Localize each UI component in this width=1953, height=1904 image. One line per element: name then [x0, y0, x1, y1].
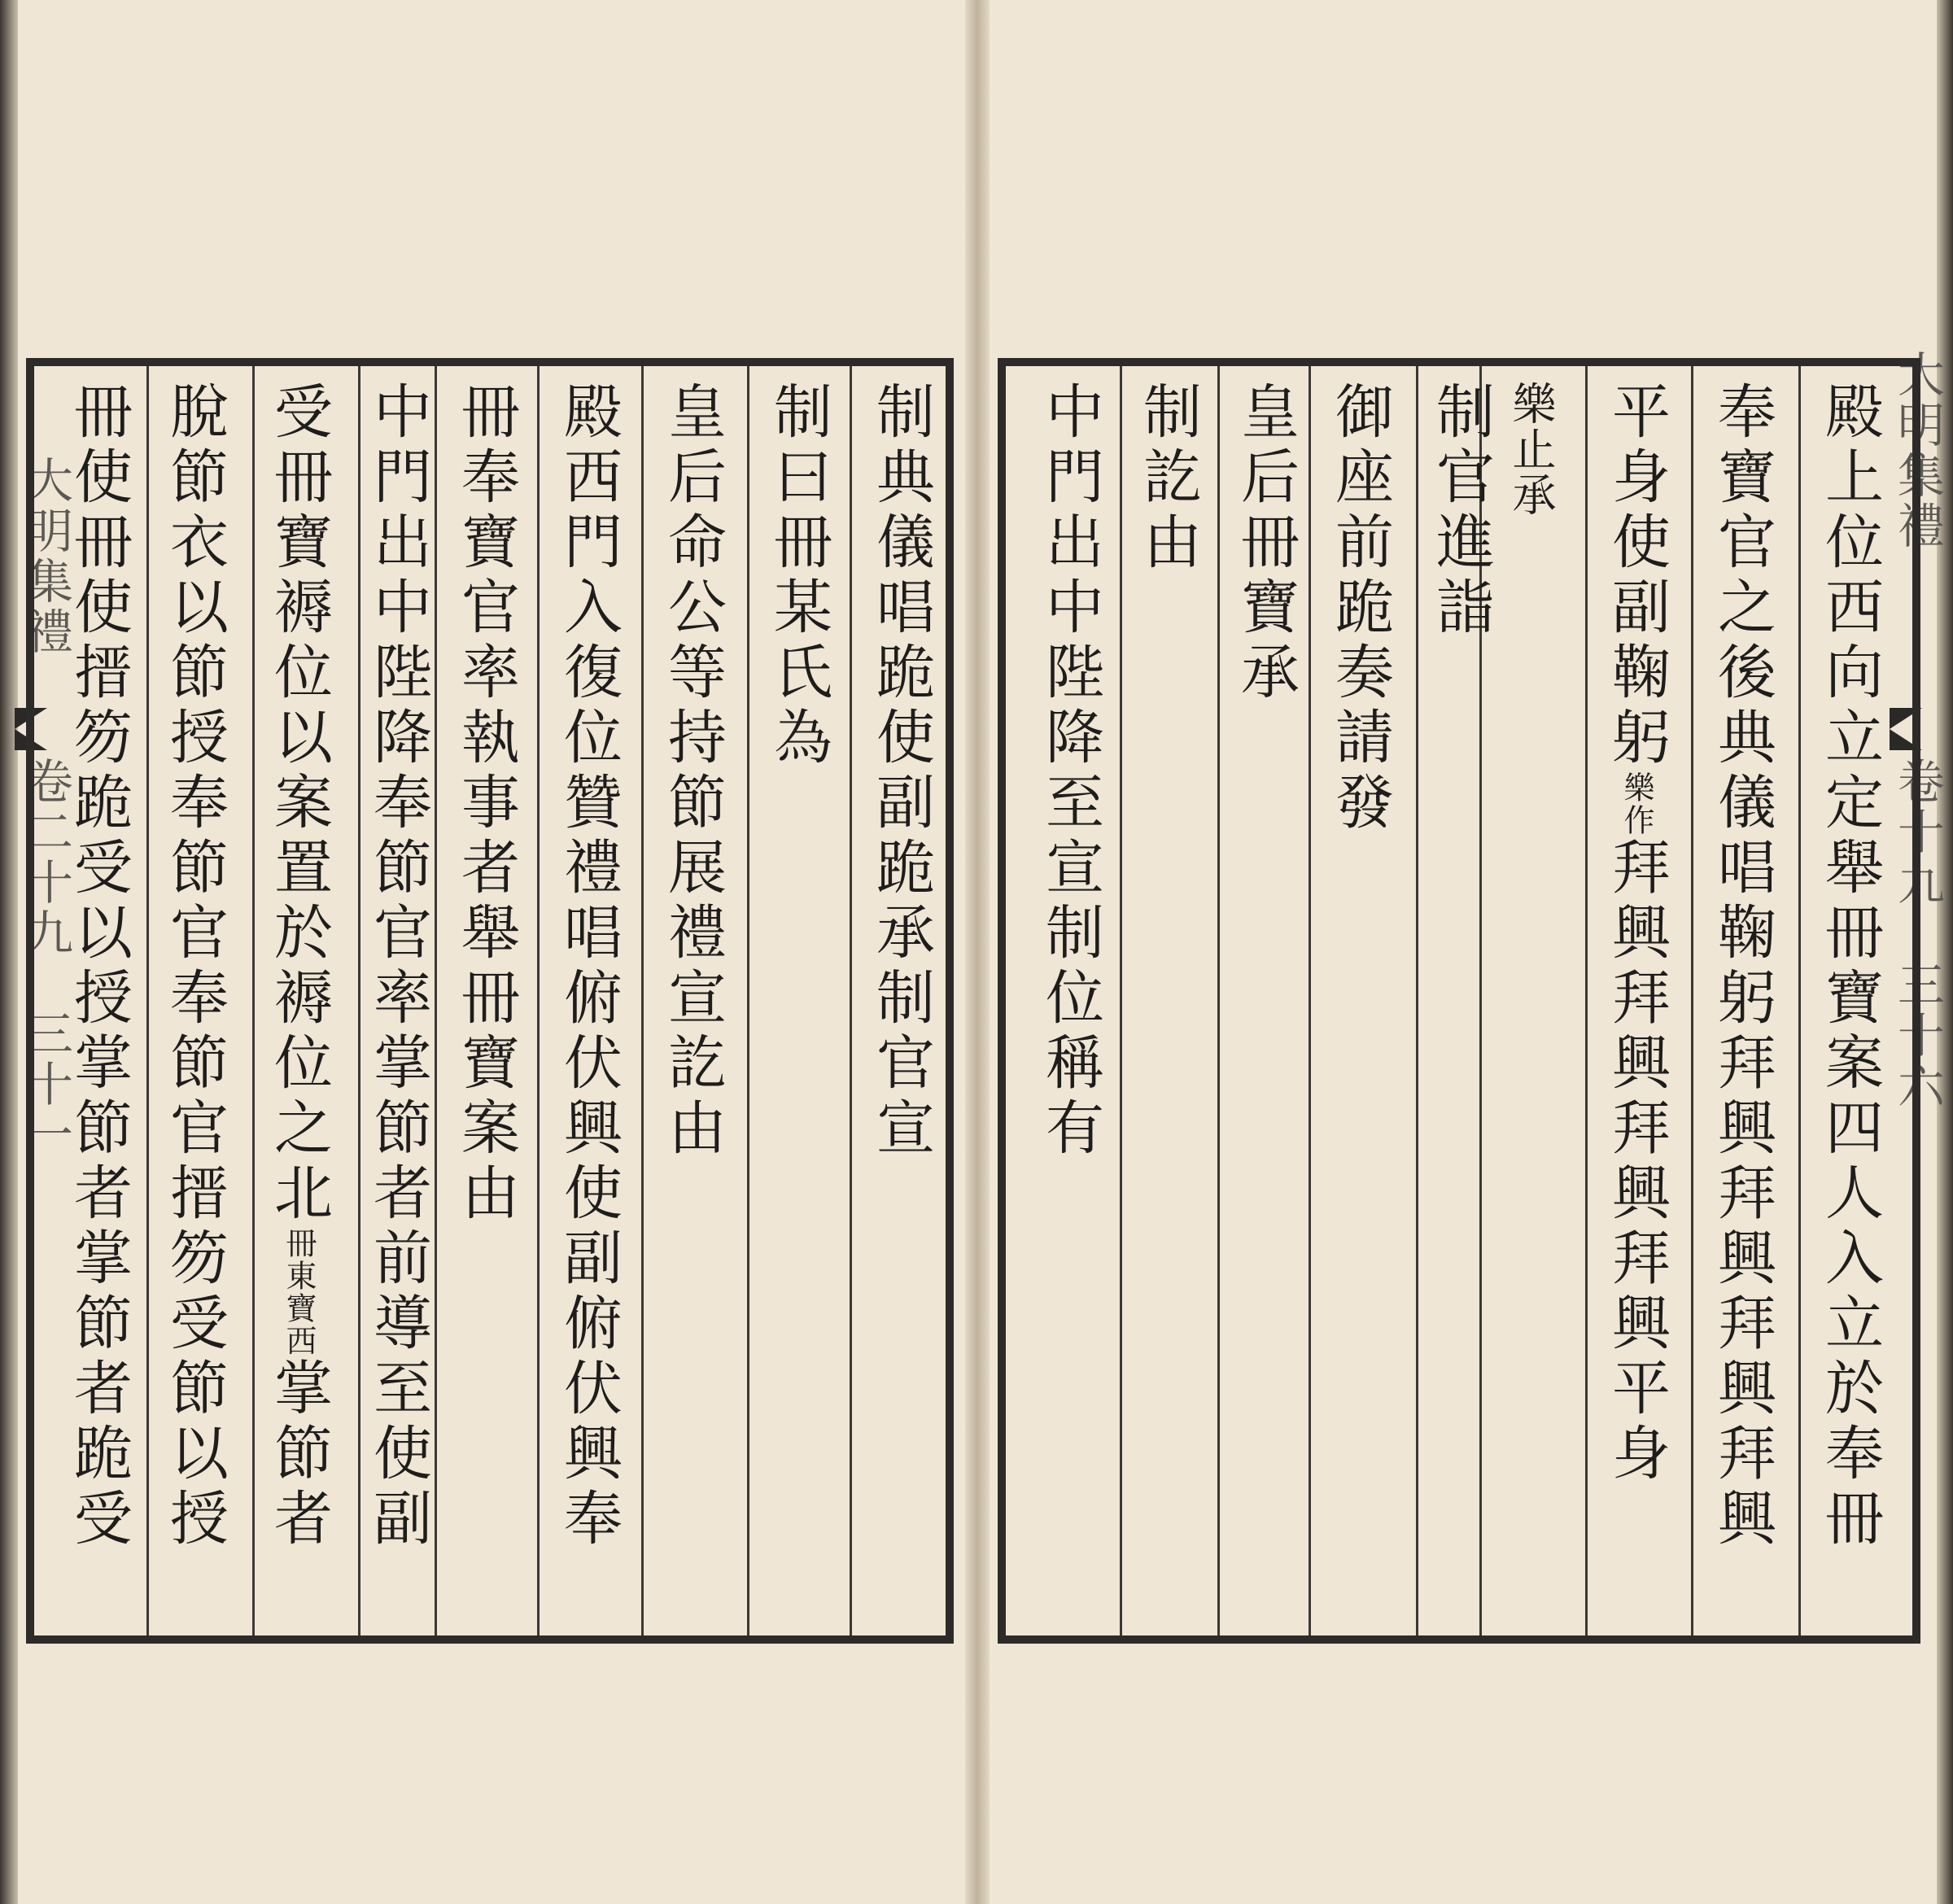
left-column-6: 中門出中陛降奉節官率掌節者前導至使副: [364, 381, 432, 1552]
column-main-text-after: 拜興拜興拜興拜興平身: [1602, 836, 1671, 1487]
right-margin-page: 三十六: [1890, 960, 1945, 1111]
column-rule: [1120, 366, 1122, 1635]
column-rule: [1691, 366, 1693, 1635]
left-column-5: 冊奉寶官率執事者舉冊寶案由: [452, 381, 520, 1227]
left-column-9: 冊使冊使搢笏跪受以授掌節者掌節者跪受: [64, 381, 133, 1552]
left-column-7: [259, 376, 339, 1629]
right-margin-title: 大明集禮: [1890, 350, 1945, 552]
column-rule: [1798, 366, 1801, 1635]
column-rule: [146, 366, 149, 1635]
column-main-text: 受冊寶褥位以案置於褥位之北: [264, 381, 333, 1227]
book-gutter: [965, 0, 990, 1904]
left-margin-page: 三十一: [18, 1009, 73, 1160]
column-rule: [1416, 366, 1418, 1635]
column-rule: [641, 366, 644, 1635]
book-edge-right: [1937, 0, 1953, 1904]
right-column-8: 制訖由: [1134, 381, 1202, 576]
column-rule: [1217, 366, 1220, 1635]
interlinear-note: 冊東寶西: [281, 1227, 317, 1357]
left-column-8: 脫節衣以節授奉節官奉節官搢笏受節以授: [160, 381, 229, 1552]
column-rule: [850, 366, 852, 1635]
left-margin-volume: 卷二十九: [18, 757, 73, 959]
right-column-2: 奉寶官之後典儀唱鞠躬拜興拜興拜興拜興: [1708, 381, 1776, 1552]
right-column-6: 御座前跪奏請發: [1326, 381, 1394, 836]
left-column-1: 制典儀唱跪使副跪承制官宣: [867, 381, 935, 1162]
left-column-4: 殿西門入復位贊禮唱俯伏興使副俯伏興奉: [554, 381, 623, 1552]
right-column-4: [1491, 376, 1571, 1629]
interlinear-note: 樂作: [1619, 771, 1654, 836]
column-rule: [252, 366, 255, 1635]
right-column-5: 制官進詣: [1427, 381, 1495, 641]
right-column-3: [1597, 376, 1676, 1629]
column-rule: [1309, 366, 1311, 1635]
right-column-1: 殿上位西向立定舉冊寶案四人入立於奉冊: [1815, 381, 1884, 1552]
column-main-text: 樂止承: [1505, 381, 1557, 517]
column-rule: [747, 366, 749, 1635]
right-margin-volume: 卷十九: [1890, 757, 1945, 908]
right-column-9: 中門出中陛降至宣制位稱有: [1036, 381, 1104, 1162]
left-column-3: 皇后命公等持節展禮宣訖由: [658, 381, 727, 1162]
right-column-7: 皇后冊寶承: [1231, 381, 1300, 706]
column-main-text: 平身使副鞠躬: [1602, 381, 1671, 771]
column-main-text-after: 掌節者: [264, 1357, 333, 1552]
left-margin-title: 大明集禮: [18, 456, 73, 657]
column-rule: [1585, 366, 1588, 1635]
column-rule: [537, 366, 540, 1635]
left-column-2: 制曰冊某氏為: [764, 381, 832, 771]
